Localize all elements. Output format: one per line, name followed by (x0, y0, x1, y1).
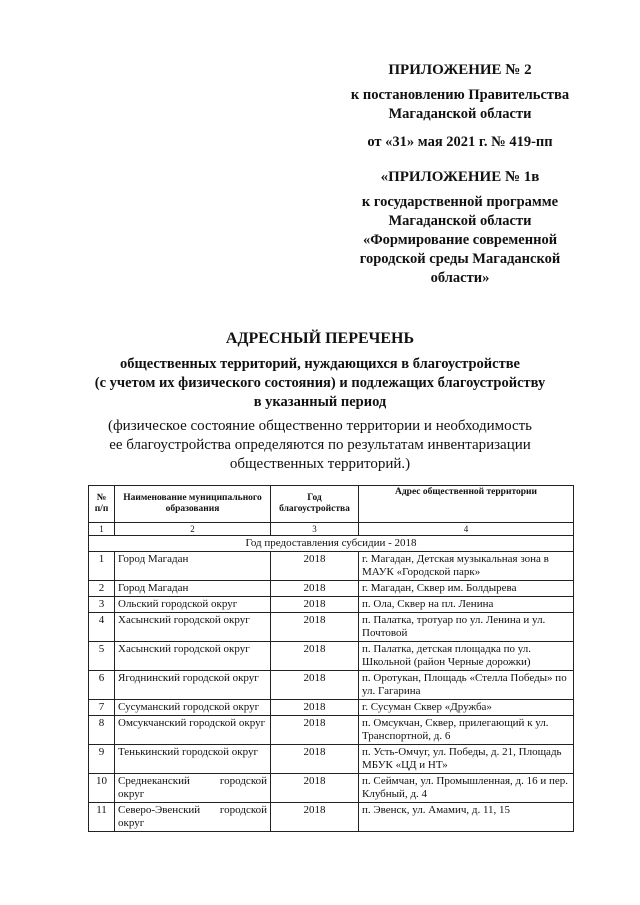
header-num: № п/п (89, 486, 115, 523)
row-address: г. Магадан, Детская музыкальная зона в МАУК «Городской парк» (359, 552, 574, 581)
row-number: 3 (89, 597, 115, 613)
document-subtitle (90, 355, 550, 412)
decree-date: от «31» мая 2021 г. № 419-пп (367, 134, 553, 150)
row-number: 11 (89, 803, 115, 832)
section-label: Год предоставления субсидии - 2018 (89, 536, 574, 552)
appendix-2-title: ПРИЛОЖЕНИЕ № 2 (388, 62, 532, 78)
table-row (89, 745, 574, 774)
table-row (89, 597, 574, 613)
row-year: 2018 (271, 745, 359, 774)
table-row (89, 642, 574, 671)
row-number: 8 (89, 716, 115, 745)
program-line: области» (430, 270, 490, 286)
table-row (89, 581, 574, 597)
column-number: 2 (115, 523, 271, 536)
row-year: 2018 (271, 716, 359, 745)
note-line: (физическое состояние общественно территории и необходимость (107, 418, 533, 434)
decree-line: Магаданской области (388, 106, 532, 122)
row-number: 9 (89, 745, 115, 774)
table-row (89, 803, 574, 832)
row-municipality: Ягоднинский городской округ (115, 671, 271, 700)
row-number: 1 (89, 552, 115, 581)
row-year: 2018 (271, 642, 359, 671)
row-municipality: Хасынский городской округ (115, 613, 271, 642)
header-name: Наименование муниципального образования (115, 486, 271, 523)
column-number: 1 (89, 523, 115, 536)
header-year: Год благоустройства (271, 486, 359, 523)
row-year: 2018 (271, 803, 359, 832)
row-address: г. Сусуман Сквер «Дружба» (359, 700, 574, 716)
row-address: п. Сеймчан, ул. Промышленная, д. 16 и пер. Клубный, д. 4 (359, 774, 574, 803)
row-municipality: Северо-Эвенский городской округ (115, 803, 271, 832)
row-year: 2018 (271, 774, 359, 803)
subtitle-line: в указанный период (253, 394, 387, 410)
table-row (89, 613, 574, 642)
row-municipality: Город Магадан (115, 581, 271, 597)
program-reference (335, 193, 585, 288)
row-number: 6 (89, 671, 115, 700)
header-address: Адрес общественной территории (359, 486, 574, 523)
row-municipality: Сусуманский городской округ (115, 700, 271, 716)
program-line: «Формирование современной (362, 232, 558, 248)
row-year: 2018 (271, 613, 359, 642)
row-number: 5 (89, 642, 115, 671)
column-number: 3 (271, 523, 359, 536)
program-line: к государственной программе (361, 194, 559, 210)
row-municipality: Город Магадан (115, 552, 271, 581)
document-title: АДРЕСНЫЙ ПЕРЕЧЕНЬ (225, 330, 415, 347)
section-row (89, 536, 574, 552)
program-line: городской среды Магаданской (359, 251, 561, 267)
program-line: Магаданской области (388, 213, 532, 229)
row-municipality: Омсукчанский городской округ (115, 716, 271, 745)
row-year: 2018 (271, 700, 359, 716)
table-row (89, 774, 574, 803)
row-address: п. Эвенск, ул. Амамич, д. 11, 15 (359, 803, 574, 832)
subtitle-line: общественных территорий, нуждающихся в благоустройстве (120, 356, 520, 372)
row-municipality: Среднеканский городской округ (115, 774, 271, 803)
table-header-row (89, 486, 574, 523)
row-address: п. Палатка, детская площадка по ул. Школьной (район Черные дорожки) (359, 642, 574, 671)
row-municipality: Хасынский городской округ (115, 642, 271, 671)
row-number: 2 (89, 581, 115, 597)
document-note (90, 417, 550, 474)
column-number-row (89, 523, 574, 536)
row-address: п. Ола, Сквер на пл. Ленина (359, 597, 574, 613)
table-row (89, 716, 574, 745)
appendix-1v-title: «ПРИЛОЖЕНИЕ № 1в (380, 169, 540, 185)
note-line: ее благоустройства определяются по результатам инвентаризации (109, 437, 531, 453)
note-line: общественных территорий.) (229, 456, 411, 472)
table-row (89, 552, 574, 581)
row-number: 4 (89, 613, 115, 642)
row-municipality: Ольский городской округ (115, 597, 271, 613)
subtitle-line: (с учетом их физического состояния) и подлежащих благоустройству (94, 375, 546, 391)
table-row (89, 671, 574, 700)
row-address: п. Омсукчан, Сквер, прилегающий к ул. Транспортной, д. 6 (359, 716, 574, 745)
table-row (89, 700, 574, 716)
row-address: п. Палатка, тротуар по ул. Ленина и ул. Почтовой (359, 613, 574, 642)
row-year: 2018 (271, 597, 359, 613)
row-year: 2018 (271, 581, 359, 597)
decree-reference (335, 86, 585, 124)
row-address: г. Магадан, Сквер им. Болдырева (359, 581, 574, 597)
row-municipality: Тенькинский городской округ (115, 745, 271, 774)
row-number: 10 (89, 774, 115, 803)
row-year: 2018 (271, 671, 359, 700)
row-address: п. Оротукан, Площадь «Стелла Победы» по ул. Гагарина (359, 671, 574, 700)
row-address: п. Усть-Омчуг, ул. Победы, д. 21, Площадь МБУК «ЦД и НТ» (359, 745, 574, 774)
column-number: 4 (359, 523, 574, 536)
decree-line: к постановлению Правительства (350, 87, 570, 103)
row-year: 2018 (271, 552, 359, 581)
territories-table (88, 485, 574, 832)
row-number: 7 (89, 700, 115, 716)
